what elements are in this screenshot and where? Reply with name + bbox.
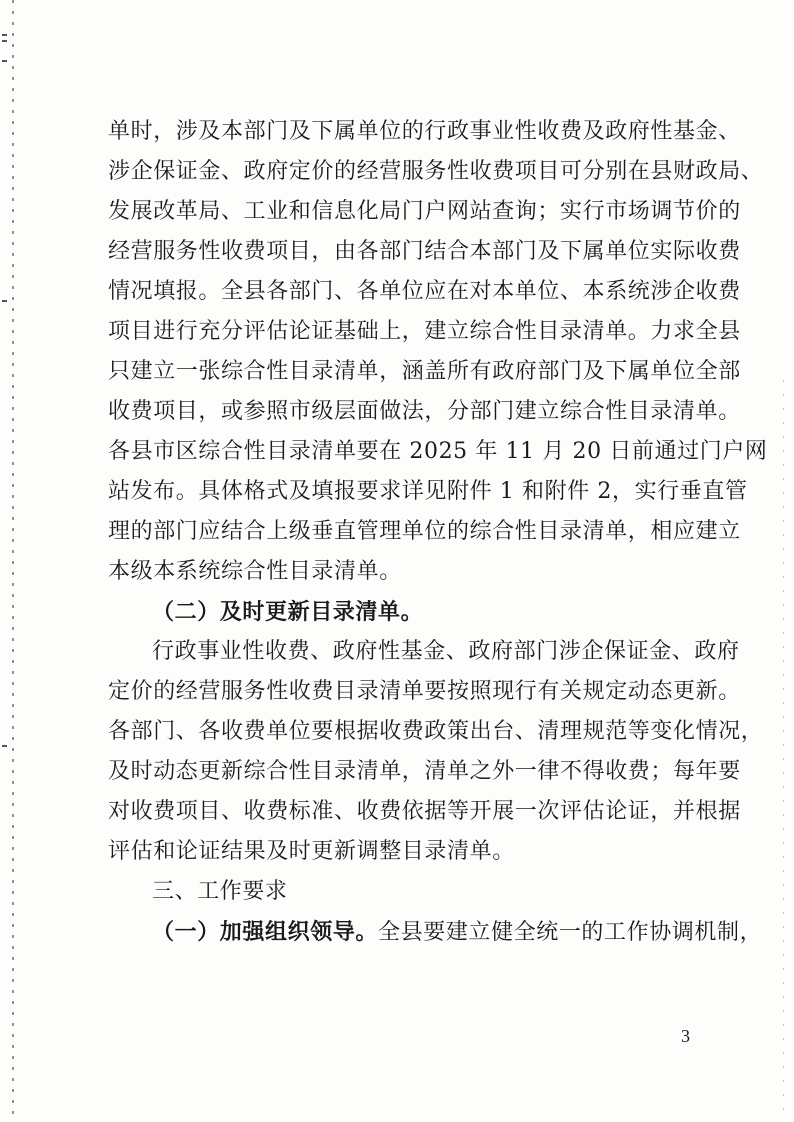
body-line: 项目进行充分评估论证基础上，建立综合性目录清单。力求全县 (108, 319, 741, 344)
body-line: 收费项目，或参照市级层面做法，分部门建立综合性目录清单。 (108, 399, 741, 424)
body-line: 站发布。具体格式及填报要求详见附件 1 和附件 2，实行垂直管 (108, 479, 748, 504)
section-heading-work-requirements: 三、工作要求 (152, 879, 288, 904)
scan-edge-artifact (12, 0, 14, 1122)
scan-edge-artifact (783, 380, 784, 1122)
body-text: 全县要建立健全统一的工作协调机制， (378, 920, 763, 945)
body-line: 发展改革局、工业和信息化局门户网站查询；实行市场调节价的 (108, 199, 741, 224)
scan-mark (2, 40, 7, 42)
body-line: 行政事业性收费、政府性基金、政府部门涉企保证金、政府 (152, 639, 740, 664)
body-line: 经营服务性收费项目，由各部门结合本部门及下属单位实际收费 (108, 239, 741, 264)
body-line: 各部门、各收费单位要根据收费政策出台、清理规范等变化情况， (108, 719, 764, 744)
body-line: 及时动态更新综合性目录清单，清单之外一律不得收费；每年要 (108, 759, 741, 784)
subheading-strengthen-leadership: （一）加强组织领导。 (152, 919, 379, 945)
body-line: 单时，涉及本部门及下属单位的行政事业性收费及政府性基金、 (108, 119, 741, 144)
body-line: 定价的经营服务性收费目录清单要按照现行有关规定动态更新。 (108, 679, 741, 704)
body-line: 本级本系统综合性目录清单。 (108, 559, 402, 584)
body-line: 涉企保证金、政府定价的经营服务性收费项目可分别在县财政局、 (108, 159, 764, 184)
scan-mark (2, 745, 7, 747)
body-line: 情况填报。全县各部门、各单位应在对本单位、本系统涉企收费 (108, 279, 741, 304)
page-number: 3 (681, 1026, 690, 1046)
body-line-last (108, 912, 763, 952)
scan-mark (2, 60, 7, 62)
subheading-update-list: （二）及时更新目录清单。 (152, 599, 424, 625)
body-line: 对收费项目、收费标准、收费依据等开展一次评估论证，并根据 (108, 799, 741, 824)
body-line: 评估和论证结果及时更新调整目录清单。 (108, 839, 515, 864)
scan-mark (2, 300, 7, 302)
body-line: 只建立一张综合性目录清单，涵盖所有政府部门及下属单位全部 (108, 359, 741, 384)
scan-mark (2, 34, 7, 36)
body-line: 各县市区综合性目录清单要在 2025 年 11 月 20 日前通过门户网 (108, 439, 768, 464)
document-body (108, 112, 768, 952)
body-line: 理的部门应结合上级垂直管理单位的综合性目录清单，相应建立 (108, 519, 741, 544)
